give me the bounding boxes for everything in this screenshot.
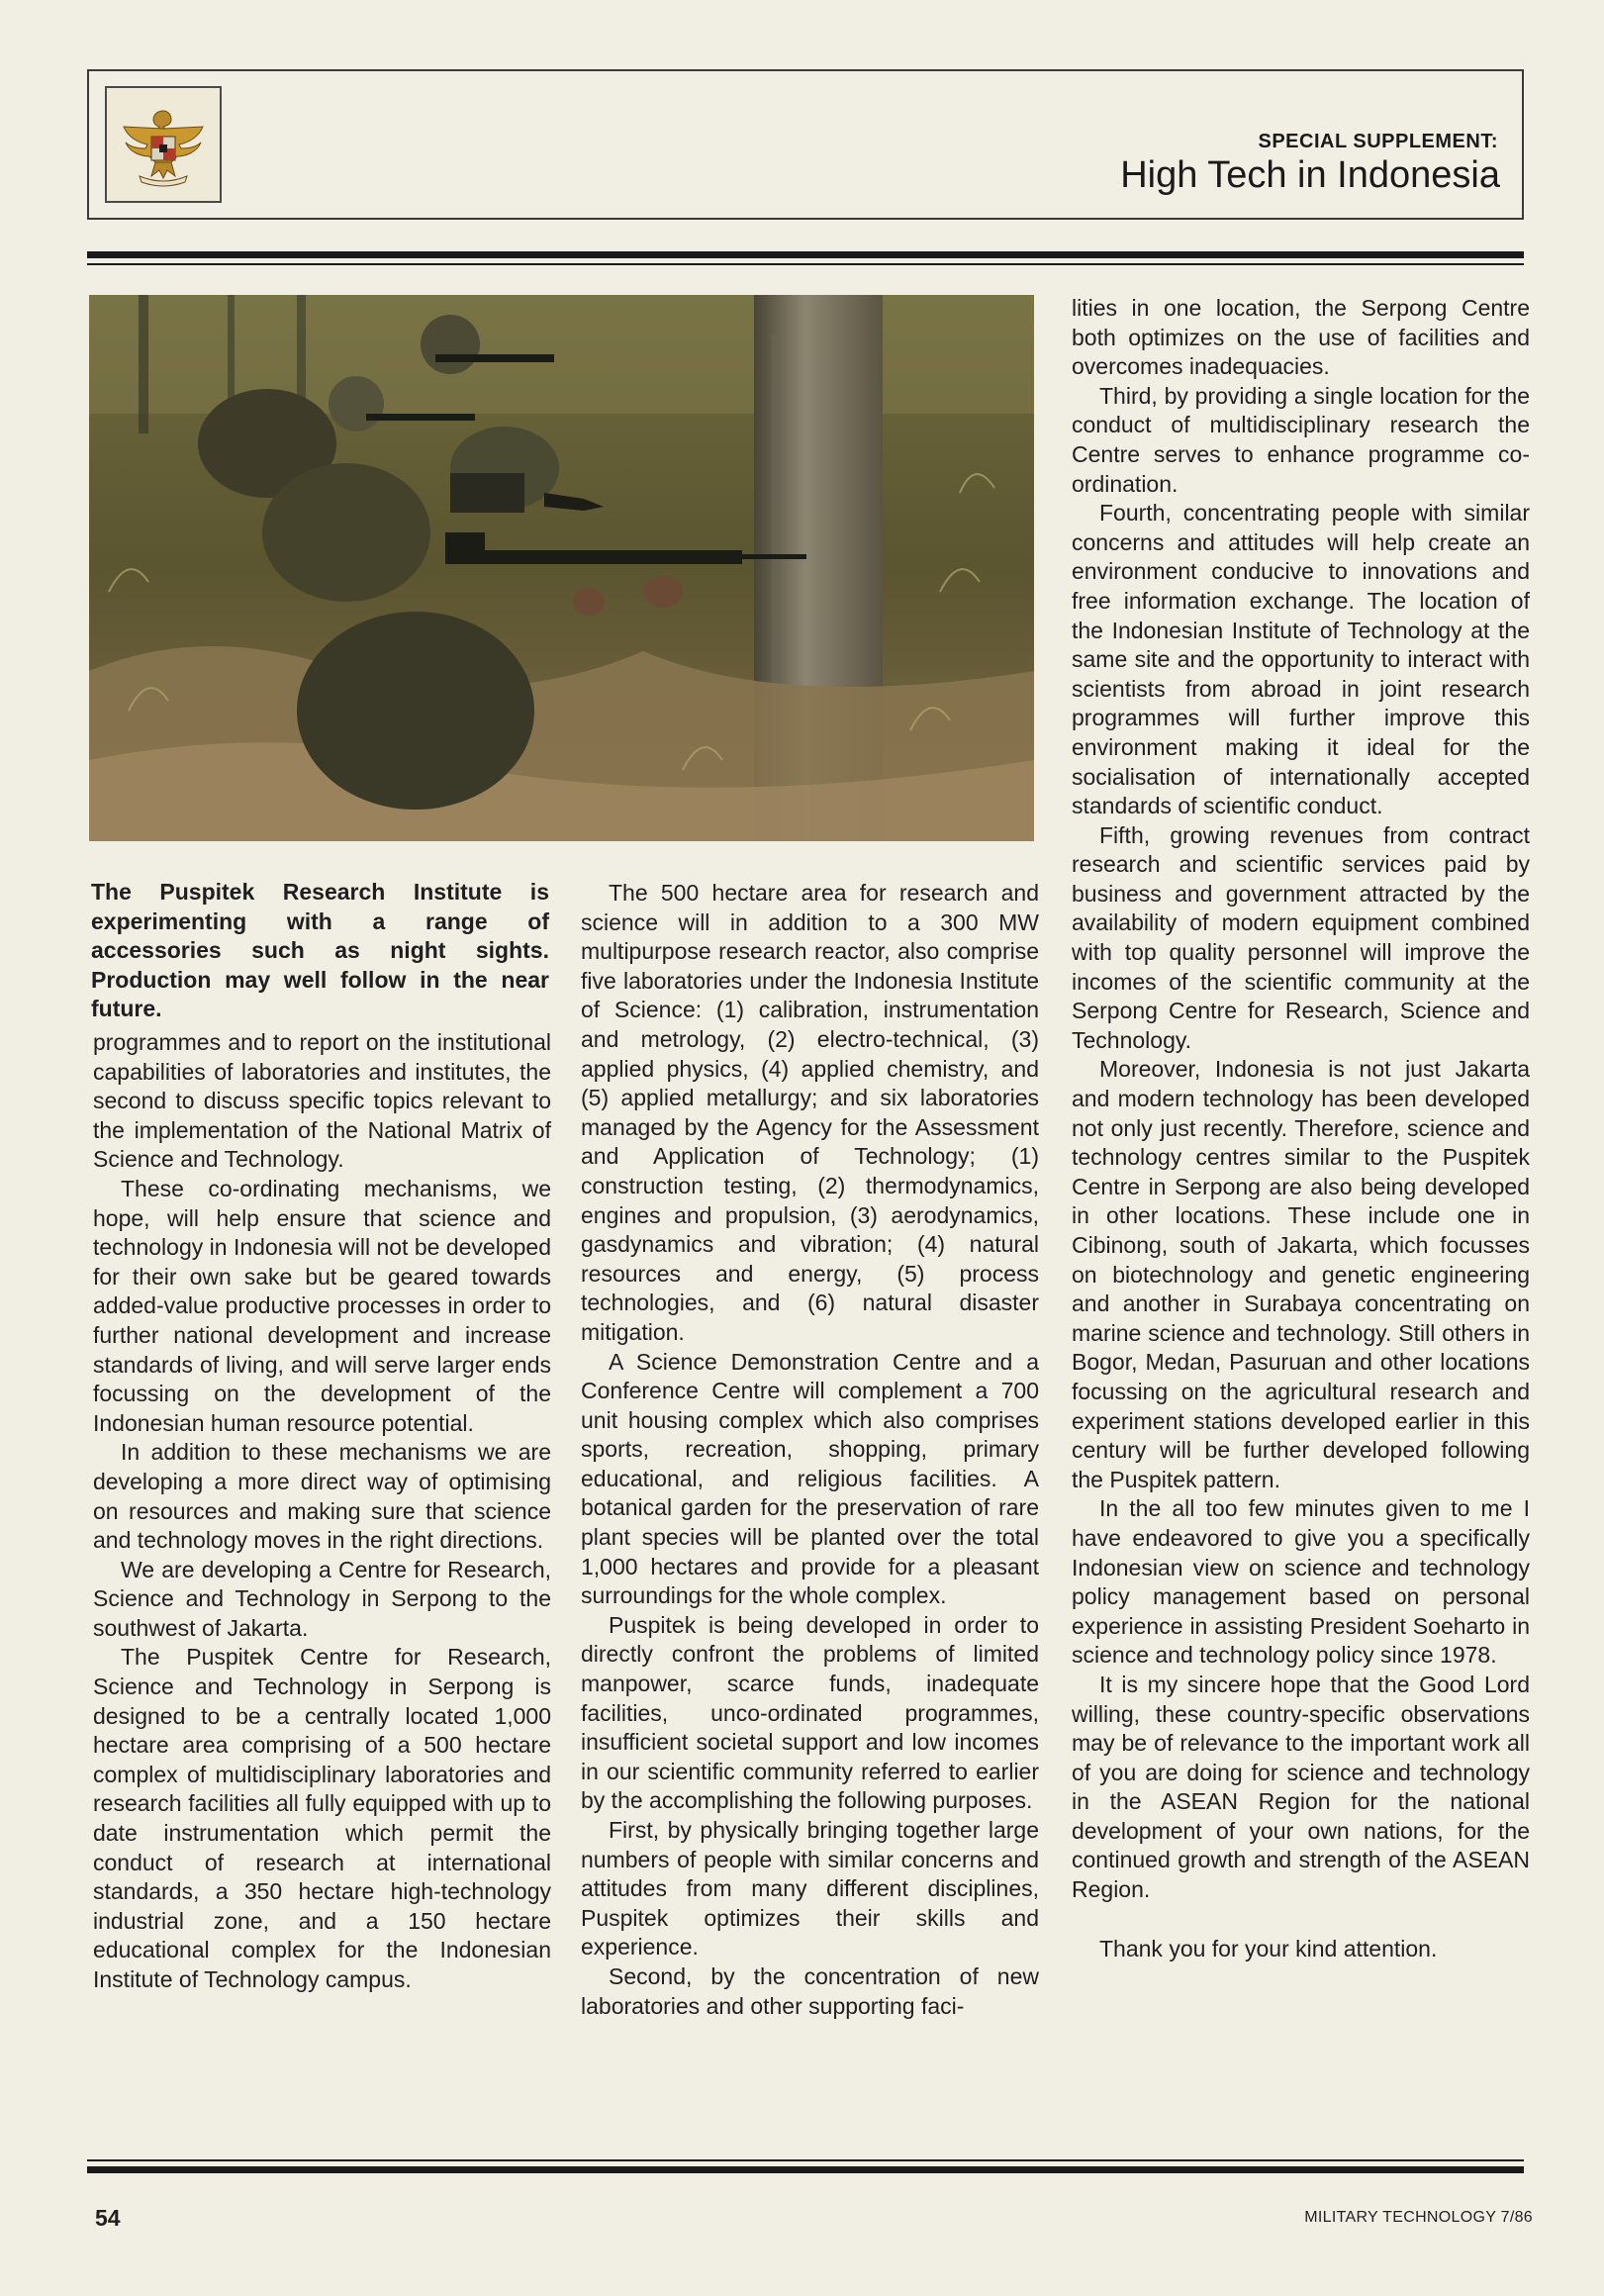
bottom-rule-thick	[87, 2166, 1524, 2173]
paragraph: It is my sincere hope that the Good Lord willing, these country-specific observations may be of relevance to the important work all of you are doing for science and technology in the ASEAN Region for the national development of your own nations, for the continued growth and strength of the ASEAN Region.	[1072, 1671, 1530, 1903]
paragraph: The Puspitek Centre for Research, Science and Technology in Serpong is designed to be a centrally located 1,000 hectare area comprising of a 500 hectare complex of multidisciplinary laboratories and research facilities all fully equipped with up to date instrumentation which permit the conduct of research at international standards, a 350 hectare high-technology industrial zone, and a 150 hectare educational complex for the Indonesian Institute of Technology campus.	[93, 1644, 551, 1992]
supplement-header	[87, 69, 1524, 220]
paragraph: Puspitek is being developed in order to directly confront the problems of limited manpower, scarce funds, inadequate facilities, unco-ordinated programmes, insufficient societal support and low incomes in our scientific community referred to earlier by the accomplishing the following purposes.	[581, 1611, 1039, 1814]
paragraph: programmes and to report on the institutional capabilities of laboratories and institutes, the second to discuss specific topics relevant to the implementation of the National Matrix of Science and Technology.	[93, 1029, 551, 1173]
article-column-1	[93, 1028, 551, 1995]
paragraph: In the all too few minutes given to me I have endeavored to give you a specifically Indonesian view on science and technology policy management based on personal experience in assisting President Soeharto in science and technology policy since 1978.	[1072, 1495, 1530, 1669]
garuda-pancasila-emblem-icon	[116, 97, 211, 192]
paragraph: First, by physically bringing together large numbers of people with similar concerns and attitudes from many different disciplines, Puspitek optimizes their skills and experience.	[581, 1817, 1039, 1961]
emblem-frame	[105, 86, 222, 203]
paragraph: Fourth, concentrating people with similar concerns and attitudes will help create an environment conducive to innovations and free information exchange. The location of the Indonesian Institute of Technology at the same site and the opportunity to interact with scientists from abroad in joint research programmes will further improve this environment making it ideal for the socialisation of internationally accepted standards of scientific conduct.	[1072, 500, 1530, 819]
photo-caption: The Puspitek Research Institute is experimenting with a range of accessories such as night sights. Production may well follow in the near future.	[91, 879, 549, 1022]
paragraph: These co-ordinating mechanisms, we hope, will help ensure that science and technology in Indonesia will not be developed for their own sake but be geared towards added-value productive processes in order to further national development and increase standards of living, and will serve larger ends focussing on the development of the Indonesian human resource potential.	[93, 1175, 551, 1436]
top-rule-thin	[87, 263, 1524, 265]
paragraph: Fifth, growing revenues from contract research and scientific services paid by business and government attracted by the availability of modern equipment combined with top quality personnel will improve the incomes of the scientific community at the Serpong Centre for Research, Science and Technology.	[1072, 821, 1530, 1053]
paragraph: Second, by the concentration of new laboratories and other supporting faci-	[581, 1962, 1039, 2019]
paragraph: Third, by providing a single location for the conduct of multidisciplinary research the Centre serves to enhance programme co-ordination.	[1072, 382, 1530, 497]
article-column-3	[1072, 294, 1530, 1963]
soldiers-with-rifles-photo	[89, 295, 1034, 841]
paragraph: The 500 hectare area for research and science will in addition to a 300 MW multipurpose research reactor, also comprise five laboratories under the Indonesia Institute of Science: (1) calibration, instrumentation and metrology, (2) electro-technical, (3) applied physics, (4) applied chemistry, and (5) applied metallurgy; and six laboratories managed by the Agency for the Assessment and Application of Technology; (1) construction testing, (2) thermodynamics, engines and propulsion, (3) aerodynamics, gasdynamics and vibration; (4) natural resources and energy, (5) process technologies, and (6) natural disaster mitigation.	[581, 880, 1039, 1345]
paragraph: Moreover, Indonesia is not just Jakarta and modern technology has been developed not only just recently. Therefore, science and technology centres similar to the Puspitek Centre in Serpong are also being developed in other locations. These include one in Cibinong, south of Jakarta, which focusses on biotechnology and genetic engineering and another in Surabaya concentrating on marine science and technology. Still others in Bogor, Medan, Pasuruan and other locations focussing on the agricultural research and experiment stations developed earlier in this century will be further developed following the Puspitek pattern.	[1072, 1056, 1530, 1492]
top-rule-thick	[87, 251, 1524, 258]
bottom-rule-thin	[87, 2159, 1524, 2161]
supplement-label: SPECIAL SUPPLEMENT:	[1258, 131, 1498, 152]
paragraph: A Science Demonstration Centre and a Conference Centre will complement a 700 unit housing complex which also comprises sports, recreation, shopping, primary educational, and religious facilities. A botanical garden for the preservation of rare plant species will be planted over the total 1,000 hectares and provide for a pleasant surroundings for the whole complex.	[581, 1348, 1039, 1609]
page-number: 54	[95, 2205, 121, 2231]
paragraph: In addition to these mechanisms we are developing a more direct way of optimising on resources and making sure that science and technology moves in the right directions.	[93, 1439, 551, 1554]
publication-footer: MILITARY TECHNOLOGY 7/86	[1304, 2209, 1533, 2226]
closing-line: Thank you for your kind attention.	[1099, 1935, 1438, 1961]
article-column-2	[581, 879, 1039, 2021]
paragraph: lities in one location, the Serpong Centre both optimizes on the use of facilities and overcomes inadequacies.	[1072, 295, 1530, 380]
paragraph: We are developing a Centre for Research, Science and Technology in Serpong to the southwest of Jakarta.	[93, 1556, 551, 1641]
supplement-title: High Tech in Indonesia	[1120, 154, 1500, 196]
